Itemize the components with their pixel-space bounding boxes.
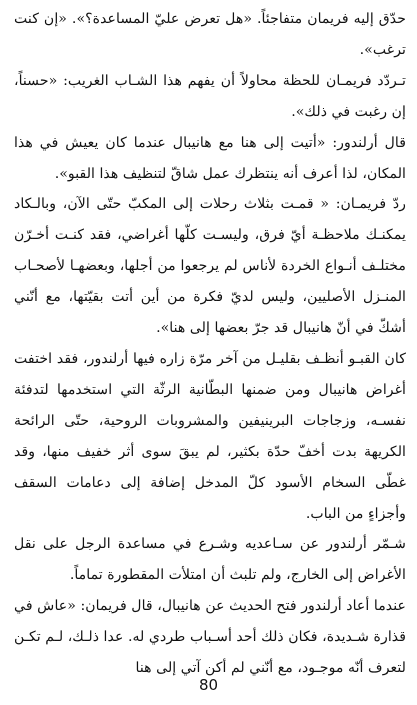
paragraph-3: قال أرلندور: «أتيت إلى هنا مع هانيبال عندما كان يعيش في هذا المكان، لذا أعرف أنه ينتظرك عمل شاقّ لتنظيف هذا القبو». — [14, 134, 406, 182]
paragraph-2: تـردّد فريمـان للحظة محاولاً أن يفهم هذا الشـاب الغريب: «حسناً، إن رغبت في ذلك». — [14, 72, 406, 120]
page-number: 80 — [198, 676, 219, 694]
paragraph-6: شـمّر أرلندور عن سـاعديه وشـرع في مساعدة الرجل على نقل الأغراض إلى الخارج، ولم تلبث أن امتلأت المقطورة تماماً. — [14, 536, 406, 584]
book-page — [14, 4, 406, 677]
paragraph-1: حدّق إليه فريمان متفاجئاً. «هل تعرض عليّ المساعدة؟». «إن كنت ترغب». — [14, 11, 406, 58]
paragraph-7: عندما أعاد أرلندور فتح الحديث عن هانيبال، قال فريمان: «عاش في قذارة شـديدة، فكان ذلك أحد أسـباب طردي له. عدا ذلـك، لـم تكـن لتعرف أنّه موجـود، مع أنّني لم أكن آتي إلى هنا — [14, 598, 406, 677]
paragraph-4: ردّ فريمـان: « قمـت بثلاث رحلات إلى المكبّ حتّى الآن، وبالـكاد يمكنـك ملاحظـة أيّ فرق، وليسـت كلّها أغراضي، فقد كنـت أخـرّن مختلـف أنـواع الخردة لأناس لم يرجعوا من أجلها، وبعضهـا لأصحـاب المنـزل الأصليين، وليس لديّ فكرة من أين أتت بقيّتها، مع أنّني أشكّ في أنّ هانيبال قد جرّ بعضها إلى هنا». — [14, 196, 406, 337]
paragraph-5: كان القبـو أنظـف بقليـل من آخر مرّة زاره فيها أرلندور، فقد اختفت أغراض هانيبال ومن ضمنها البطّانية الرثّة التي استخدمها لتدفئة نفسـه، وزجاجات البرينيفين والمشروبات الروحية، حتّى الرائحة الكريهة بدت أخفّ حدّة بكثير، لم يبقَ سوى أثر خفيف منها، وقد غطّى السخام الأسود كلّ المدخل إضافة إلى دعامات السقف وأجزاءٍ من الباب. — [14, 350, 406, 522]
